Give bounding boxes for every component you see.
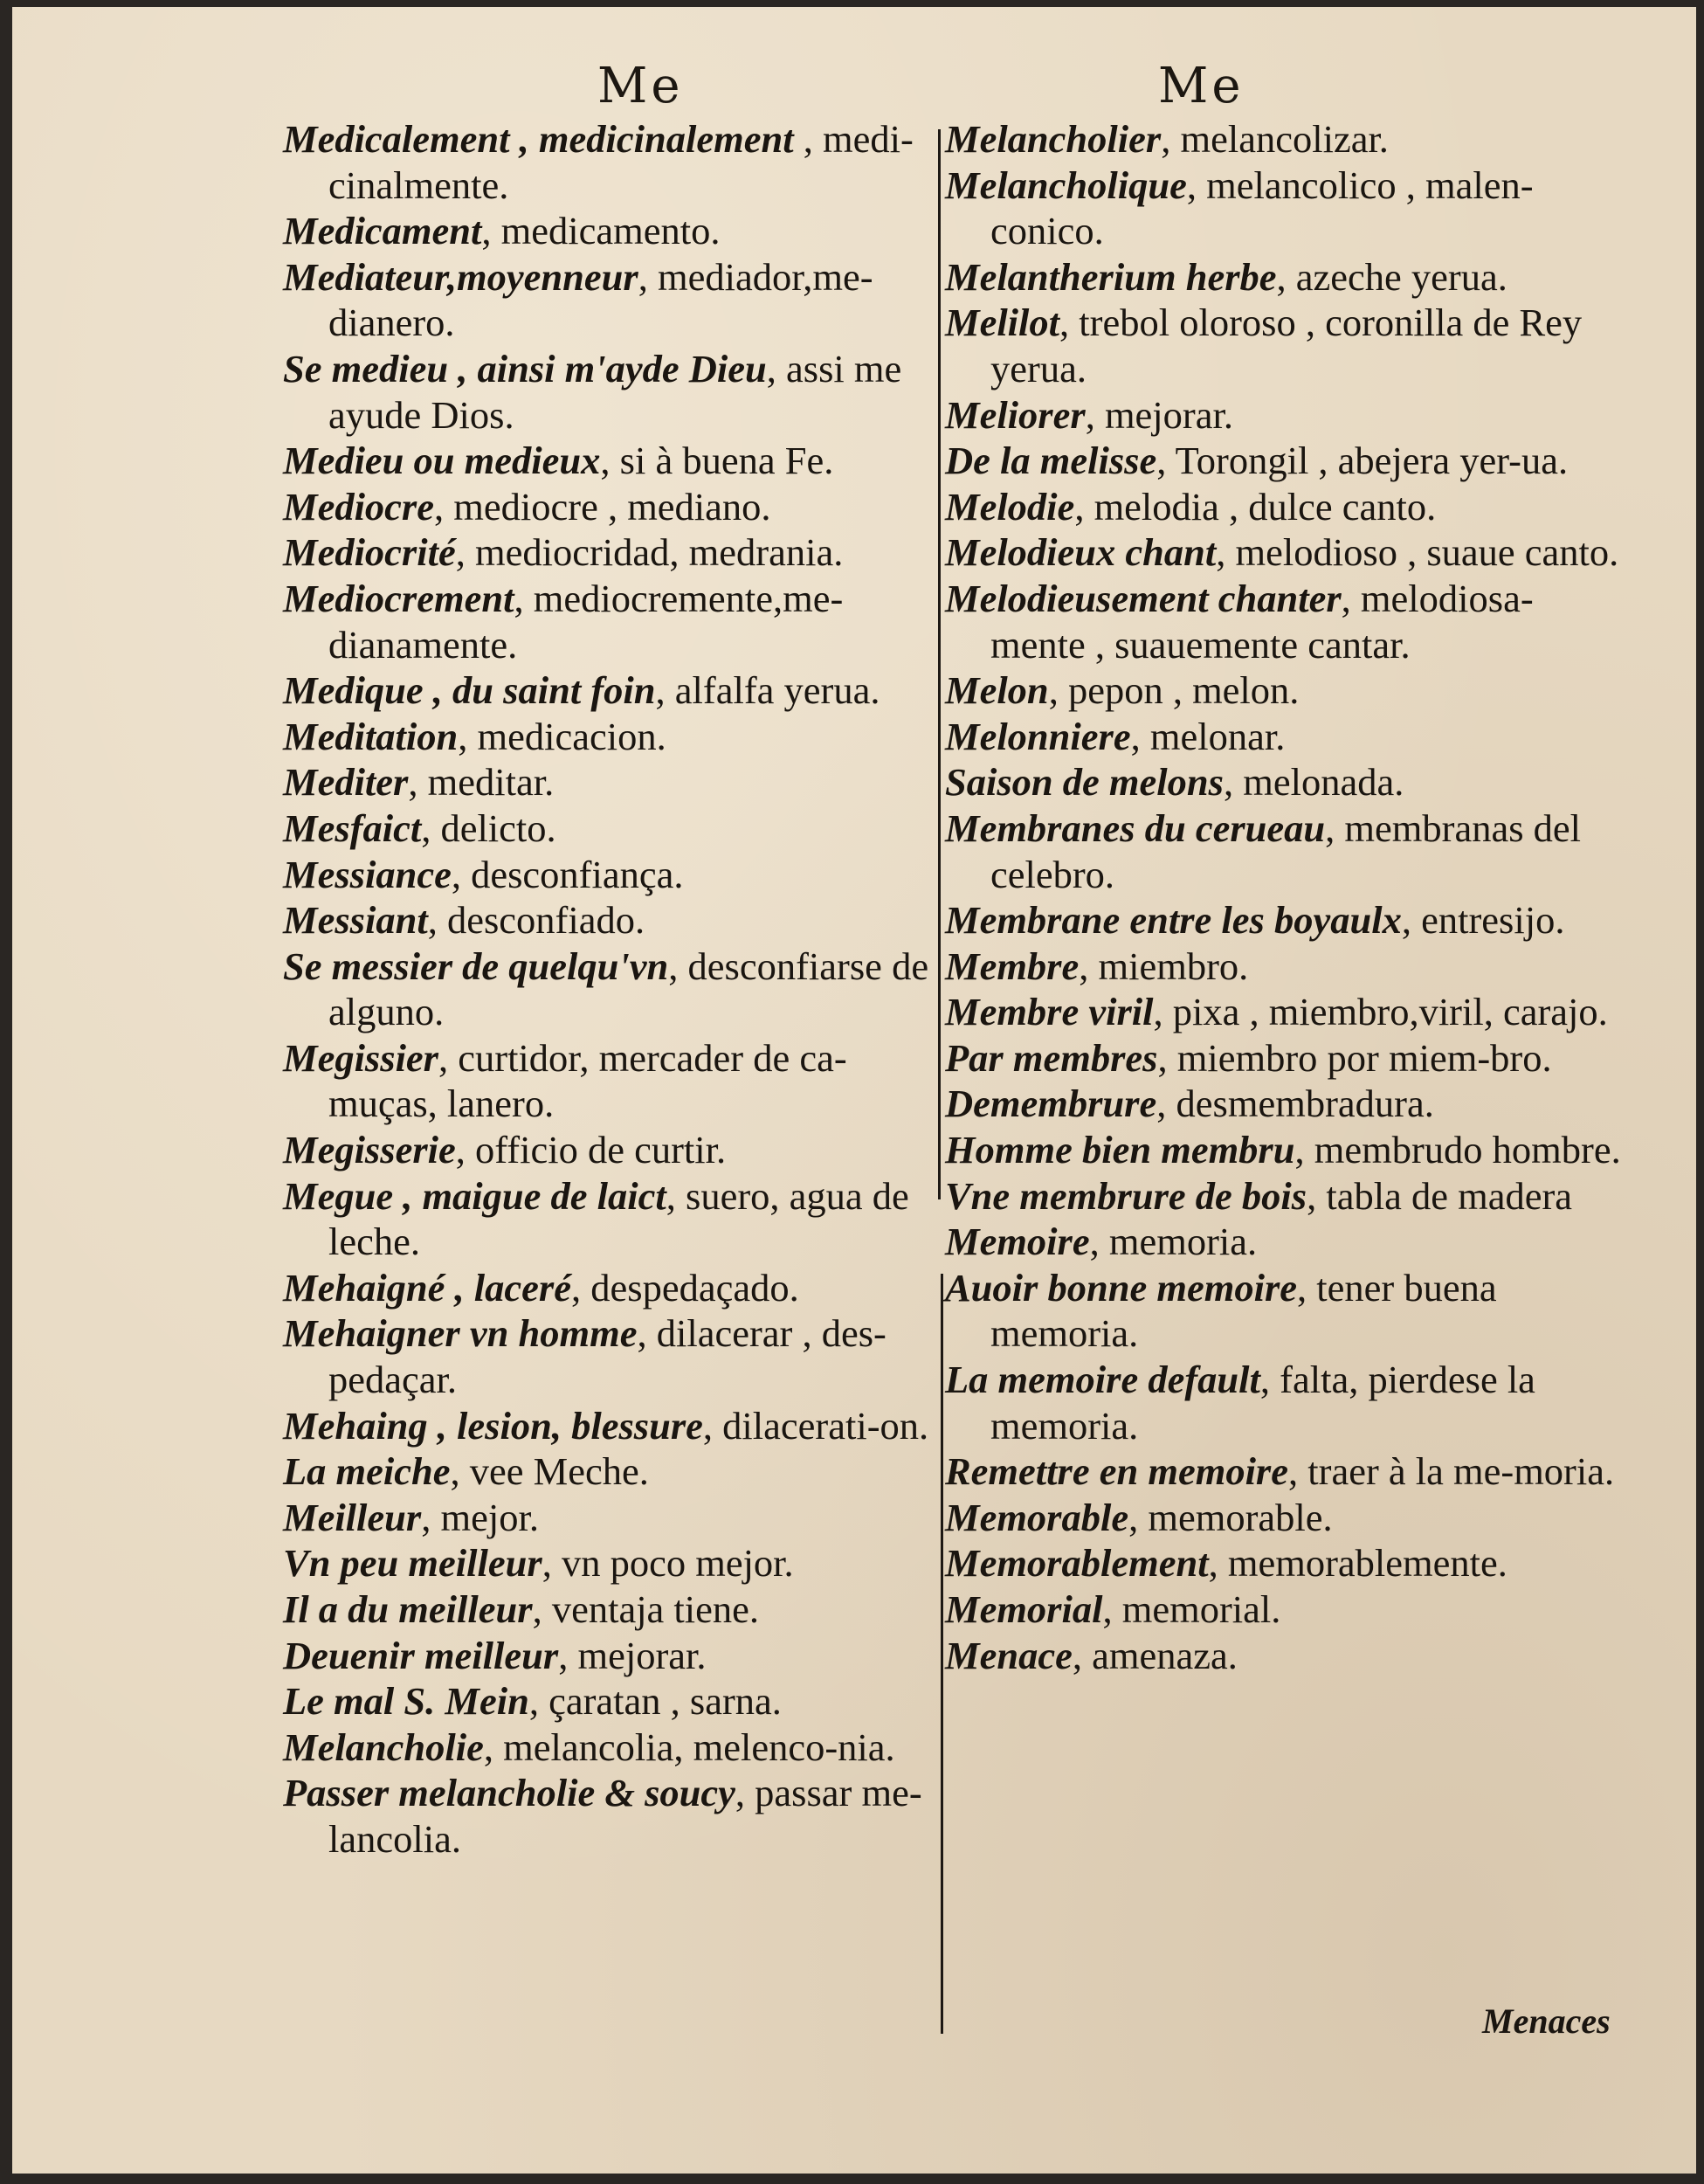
entry-headword: Remettre en memoire — [945, 1449, 1289, 1494]
entry-headword: Melancholier — [945, 117, 1162, 161]
entry-translation: , pixa , miembro,viril, carajo. — [1153, 990, 1608, 1034]
dictionary-entry — [283, 1724, 938, 1771]
entry-headword: Megissier — [283, 1035, 438, 1080]
entry-headword: Meilleur — [283, 1495, 422, 1539]
dictionary-entry — [945, 576, 1626, 667]
entry-translation: , assi me ayude Dios. — [328, 346, 902, 437]
dictionary-entry — [945, 392, 1626, 439]
dictionary-entry — [945, 116, 1626, 162]
column-rule-bottom — [941, 1274, 943, 2034]
entry-translation: , memorable. — [1128, 1495, 1333, 1539]
entry-translation: , vn poco mejor. — [542, 1541, 794, 1586]
entry-translation: , despedaçado. — [571, 1265, 799, 1310]
dictionary-entry — [283, 759, 938, 805]
dictionary-page — [12, 7, 1696, 2174]
entry-translation: , tener buena memoria. — [990, 1265, 1497, 1356]
entry-headword: Vn peu meilleur — [283, 1541, 542, 1586]
entry-headword: Mediter — [283, 760, 409, 805]
entry-translation: , trebol oloroso , coronilla de Rey yerua. — [990, 301, 1583, 390]
entry-translation: , melodiosa-mente , suauemente cantar. — [990, 576, 1534, 667]
dictionary-entry — [283, 484, 938, 530]
entry-translation: , miembro. — [1079, 943, 1249, 988]
dictionary-entry — [283, 1403, 938, 1449]
entry-headword: Demembrure — [945, 1082, 1157, 1126]
entry-headword: Megisserie — [283, 1128, 456, 1172]
entry-translation: , delicto. — [421, 805, 556, 850]
entry-headword: Melancholique — [945, 162, 1187, 207]
dictionary-entry — [945, 1081, 1626, 1127]
dictionary-entry — [283, 714, 938, 760]
entry-translation: , alfalfa yerua. — [655, 668, 880, 713]
entry-translation: , azeche yerua. — [1276, 254, 1507, 299]
entry-headword: Megue , maigue de laict — [283, 1173, 666, 1218]
entry-headword: Mediocre — [283, 484, 435, 529]
entry-translation: , desmembradura. — [1156, 1082, 1434, 1126]
entry-translation: , memorablemente. — [1208, 1541, 1507, 1586]
entry-headword: Se messier de quelqu'vn — [283, 943, 669, 988]
entry-translation: , mediocre , mediano. — [434, 484, 771, 529]
dictionary-entry — [283, 576, 938, 667]
dictionary-entry — [283, 897, 938, 943]
entry-translation: , melonar. — [1130, 714, 1286, 758]
entry-headword: Memorable — [945, 1495, 1129, 1539]
dictionary-entry — [945, 714, 1626, 760]
entry-translation: , melancolia, melenco-nia. — [483, 1724, 895, 1769]
dictionary-entry — [945, 1357, 1626, 1448]
dictionary-entry — [945, 759, 1626, 805]
entry-translation: , melodia , dulce canto. — [1074, 484, 1437, 529]
dictionary-entry — [283, 116, 938, 208]
dictionary-entry — [945, 667, 1626, 714]
dictionary-entry — [945, 1173, 1626, 1220]
entry-headword: Mediateur,moyenneur — [283, 254, 638, 299]
entry-translation: , desconfiarse de alguno. — [328, 943, 929, 1034]
dictionary-entry — [283, 1265, 938, 1311]
dictionary-entry — [945, 897, 1626, 943]
dictionary-entry — [945, 529, 1626, 576]
entry-translation: , entresijo. — [1401, 898, 1565, 943]
entry-translation: , mediocremente,me-dianamente. — [328, 576, 844, 667]
dictionary-entry — [283, 1448, 938, 1495]
dictionary-entry — [283, 1540, 938, 1586]
entry-headword: Menace — [945, 1633, 1073, 1677]
dictionary-entry — [945, 254, 1626, 301]
entry-headword: Saison de melons — [945, 760, 1224, 805]
entry-translation: , tabla de madera — [1307, 1173, 1573, 1218]
entry-headword: Melonniere — [945, 714, 1131, 758]
dictionary-entry — [283, 438, 938, 484]
entry-headword: Homme bien membru — [945, 1128, 1295, 1172]
entry-headword: La meiche — [283, 1449, 451, 1494]
dictionary-entry — [283, 529, 938, 576]
entry-translation: , membranas del celebro. — [990, 805, 1581, 896]
entry-translation: , officio de curtir. — [455, 1128, 727, 1172]
dictionary-entry — [945, 438, 1626, 484]
dictionary-entry — [945, 1035, 1626, 1082]
entry-headword: Medicalement , medicinalement — [283, 117, 794, 161]
right-column — [945, 116, 1626, 1678]
entry-headword: Par membres — [945, 1035, 1158, 1080]
dictionary-entry — [283, 805, 938, 852]
dictionary-entry — [945, 300, 1626, 391]
entry-translation: , medi-cinalmente. — [328, 117, 914, 207]
entry-headword: Memorial — [945, 1587, 1103, 1631]
entry-translation: , mediador,me-dianero. — [328, 254, 873, 345]
entry-headword: Le mal S. Mein — [283, 1679, 529, 1724]
entry-headword: Mehaigné , laceré — [283, 1265, 571, 1310]
running-header-left: Me — [597, 58, 684, 114]
entry-headword: Membre viril — [945, 990, 1154, 1034]
entry-headword: Il a du meilleur — [283, 1587, 533, 1631]
dictionary-entry — [283, 1586, 938, 1633]
entry-translation: , pepon , melon. — [1048, 668, 1300, 713]
dictionary-entry — [945, 943, 1626, 990]
entry-headword: Medicament — [283, 209, 482, 253]
entry-translation: , dilacerar , des-pedaçar. — [328, 1311, 886, 1402]
entry-headword: Mehaigner vn homme — [283, 1311, 638, 1356]
dictionary-entry — [283, 1173, 938, 1265]
entry-headword: Melodieux chant — [945, 530, 1217, 575]
entry-translation: , miembro por miem-bro. — [1157, 1035, 1552, 1080]
catchword: Menaces — [1482, 2001, 1611, 2041]
entry-headword: Passer melancholie & soucy — [283, 1771, 735, 1815]
entry-headword: Vne membrure de bois — [945, 1173, 1307, 1218]
entry-headword: Mesfaict — [283, 805, 422, 850]
entry-translation: , passar me-lancolia. — [328, 1771, 922, 1861]
entry-headword: Melodie — [945, 484, 1075, 529]
entry-headword: Mediocrement — [283, 576, 514, 620]
entry-headword: Melilot — [945, 301, 1060, 345]
entry-headword: Membranes du cerueau — [945, 805, 1326, 850]
dictionary-entry — [283, 667, 938, 714]
entry-headword: La memoire default — [945, 1358, 1260, 1402]
dictionary-entry — [283, 943, 938, 1035]
entry-headword: Meliorer — [945, 392, 1086, 437]
entry-headword: Meditation — [283, 714, 459, 758]
dictionary-entry — [945, 1127, 1626, 1173]
entry-translation: , dilacerati-on. — [702, 1403, 929, 1448]
dictionary-entry — [945, 484, 1626, 530]
entry-headword: Medieu ou medieux — [283, 439, 601, 483]
entry-translation: , falta, pierdese la memoria. — [990, 1358, 1535, 1448]
entry-translation: , mejor. — [421, 1495, 539, 1539]
dictionary-entry — [945, 1219, 1626, 1265]
dictionary-entry — [283, 1310, 938, 1402]
entry-translation: , curtidor, mercader de ca-muças, lanero. — [328, 1035, 847, 1126]
entry-headword: Memorablement — [945, 1541, 1209, 1586]
entry-translation: , memoria. — [1089, 1220, 1258, 1264]
entry-translation: , medicamento. — [481, 209, 721, 253]
left-column — [283, 116, 938, 1863]
running-header-right: Me — [1158, 58, 1245, 114]
dictionary-entry — [283, 346, 938, 438]
entry-headword: Memoire — [945, 1220, 1090, 1264]
dictionary-entry — [945, 1448, 1626, 1495]
entry-headword: Membrane entre les boyaulx — [945, 898, 1402, 943]
entry-translation: , mediocridad, medrania. — [455, 530, 844, 575]
entry-headword: Melodieusement chanter — [945, 576, 1342, 620]
dictionary-entry — [945, 1265, 1626, 1357]
entry-headword: Auoir bonne memoire — [945, 1265, 1298, 1310]
dictionary-entry — [945, 1633, 1626, 1679]
entry-translation: , membrudo hombre. — [1294, 1128, 1621, 1172]
entry-headword: Messiance — [283, 852, 452, 896]
entry-headword: Melancholie — [283, 1724, 484, 1769]
dictionary-entry — [945, 989, 1626, 1035]
entry-translation: , melonada. — [1223, 760, 1404, 805]
column-rule-top — [938, 129, 941, 1199]
dictionary-entry — [283, 1495, 938, 1541]
entry-translation: , melodioso , suaue canto. — [1216, 530, 1619, 575]
entry-headword: Deuenir meilleur — [283, 1633, 559, 1677]
entry-headword: Melon — [945, 668, 1049, 713]
dictionary-entry — [283, 1770, 938, 1862]
entry-translation: , meditar. — [408, 760, 555, 805]
entry-translation: , desconfiança. — [451, 852, 684, 896]
entry-translation: , Torongil , abejera yer-ua. — [1156, 439, 1569, 483]
entry-headword: Se medieu , ainsi m'ayde Dieu — [283, 346, 767, 390]
dictionary-entry — [283, 208, 938, 254]
dictionary-entry — [283, 1035, 938, 1127]
dictionary-entry — [283, 1127, 938, 1173]
entry-translation: , mejorar. — [1085, 392, 1233, 437]
entry-translation: , si à buena Fe. — [600, 439, 834, 483]
entry-translation: , traer à la me-moria. — [1288, 1449, 1615, 1494]
entry-translation: , melancolico , malen-conico. — [990, 162, 1534, 253]
entry-translation: , mejorar. — [558, 1633, 707, 1677]
dictionary-entry — [945, 805, 1626, 897]
dictionary-entry — [945, 1586, 1626, 1633]
dictionary-entry — [283, 852, 938, 898]
dictionary-entry — [283, 1633, 938, 1679]
entry-headword: Messiant — [283, 898, 428, 943]
dictionary-entry — [283, 1678, 938, 1724]
entry-headword: Mediocrité — [283, 530, 456, 575]
entry-translation: , vee Meche. — [450, 1449, 649, 1494]
entry-headword: Membre — [945, 943, 1080, 988]
entry-headword: De la melisse — [945, 439, 1157, 483]
entry-translation: , memorial. — [1102, 1587, 1281, 1631]
entry-translation: , amenaza. — [1072, 1633, 1238, 1677]
entry-headword: Mehaing , lesion, blessure — [283, 1403, 703, 1448]
dictionary-entry — [945, 1540, 1626, 1586]
entry-translation: , melancolizar. — [1161, 117, 1389, 161]
entry-translation: , medicacion. — [458, 714, 666, 758]
dictionary-entry — [945, 1495, 1626, 1541]
entry-translation: , ventaja tiene. — [532, 1587, 760, 1631]
dictionary-entry — [945, 162, 1626, 254]
entry-headword: Medique , du saint foin — [283, 668, 656, 713]
entry-translation: , çaratan , sarna. — [528, 1679, 782, 1724]
entry-headword: Melantherium herbe — [945, 254, 1277, 299]
dictionary-entry — [283, 254, 938, 346]
entry-translation: , desconfiado. — [427, 898, 645, 943]
entry-translation: , suero, agua de leche. — [328, 1173, 909, 1264]
